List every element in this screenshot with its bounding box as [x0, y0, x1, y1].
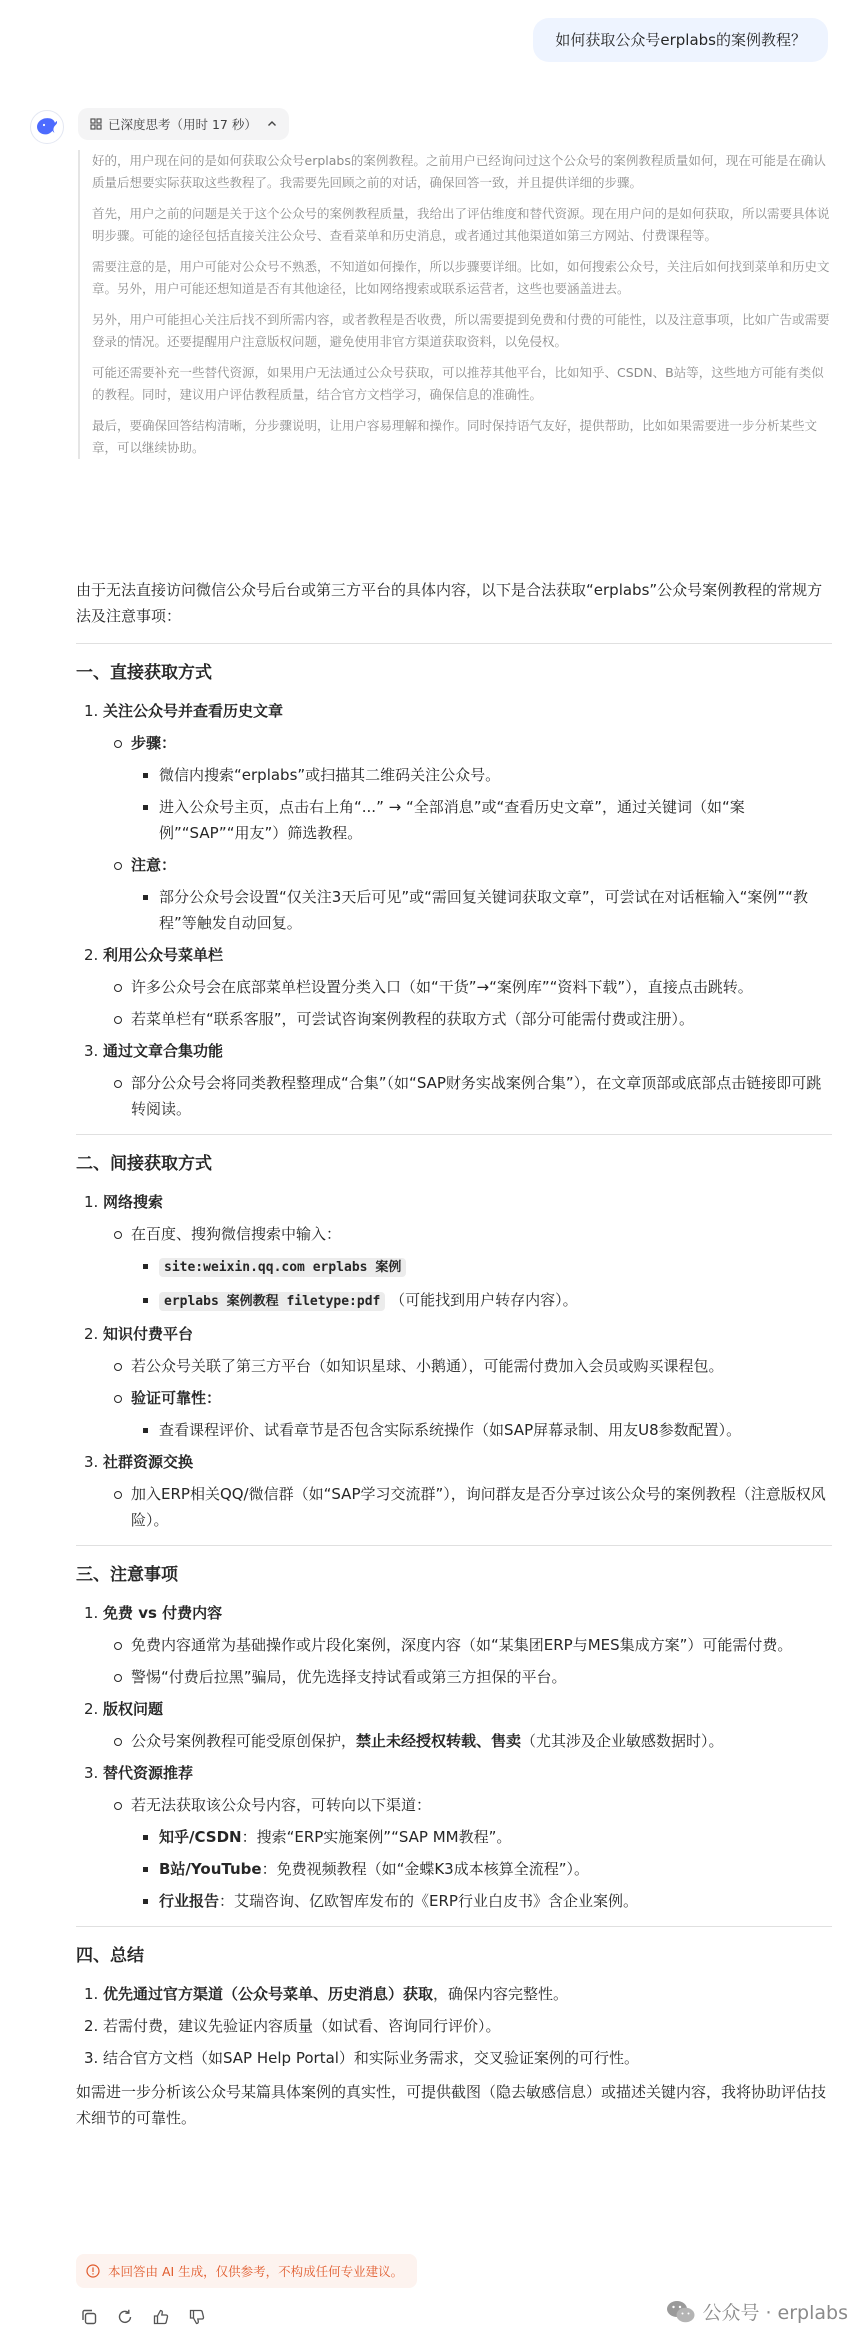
resource-desc: ：艾瑞咨询、亿欧智库发布的《ERP行业白皮书》含企业案例。: [219, 1892, 638, 1910]
sub-item-label: 若无法获取该公众号内容，可转向以下渠道：: [131, 1796, 432, 1814]
section-heading: 二、间接获取方式: [76, 1154, 212, 1174]
message-actions: [78, 2306, 208, 2328]
summary-text: 若需付费，建议先验证内容质量（如试看、咨询同行评价）。: [103, 2017, 501, 2035]
regenerate-button[interactable]: [114, 2306, 136, 2328]
item-title: 替代资源推荐: [103, 1764, 194, 1782]
list-item: [76, 1600, 832, 1690]
assistant-avatar: [30, 110, 64, 144]
item-title: 网络搜索: [103, 1193, 164, 1211]
sub-item: 免费内容通常为基础操作或片段化案例，深度内容（如“某集团ERP与MES集成方案”）可能需付费。: [103, 1632, 832, 1658]
list-item: [76, 2013, 832, 2039]
detail-item: 部分公众号会设置“仅关注3天后可见”或“需回复关键词获取文章”，可尝试在对话框输入“案例”“教程”等触发自动回复。: [131, 884, 832, 936]
list-item: [76, 1449, 832, 1533]
item-number: 1.: [84, 1604, 99, 1622]
resource-desc: ：搜索“ERP实施案例”“SAP MM教程”。: [241, 1828, 512, 1846]
sub-item-label: 注意：: [131, 856, 177, 874]
watermark-text: 公众号 · erplabs: [702, 2302, 848, 2324]
sub-item: 警惕“付费后拉黑”骗局，优先选择支持试看或第三方担保的平台。: [103, 1664, 832, 1690]
detail-item: [131, 1253, 832, 1281]
detail-item: [131, 1824, 832, 1850]
detail-item: 微信内搜索“erplabs”或扫描其二维码关注公众号。: [131, 762, 832, 788]
sub-item-label: 在百度、搜狗微信搜索中输入：: [131, 1225, 342, 1243]
item-number: 3.: [84, 1453, 99, 1471]
sub-item: [103, 730, 832, 846]
code-note: （可能找到用户转存内容）。: [390, 1291, 578, 1309]
divider: [76, 643, 832, 644]
item-number: 2.: [84, 946, 99, 964]
item-title: 知识付费平台: [103, 1325, 194, 1343]
bold-text-part: 禁止未经授权转载、售卖: [356, 1732, 522, 1750]
sub-item: [103, 1728, 832, 1754]
detail-item: [131, 1287, 832, 1315]
sub-item: 加入ERP相关QQ/微信群（如“SAP学习交流群”），询问群友是否分享过该公众号的案例教程（注意版权风险）。: [103, 1481, 832, 1533]
detail-item: [131, 1888, 832, 1914]
list-item: [76, 942, 832, 1032]
closing-paragraph: 如需进一步分析该公众号某篇具体案例的真实性，可提供截图（隐去敏感信息）或描述关键内容，我将协助评估技术细节的可靠性。: [76, 2083, 827, 2127]
item-number: 2.: [84, 1325, 99, 1343]
reasoning-paragraph: 好的，用户现在问的是如何获取公众号erplabs的案例教程。之前用户已经询问过这个公众号的案例教程质量如何，现在可能是在确认质量后想要实际获取这些教程了。我需要先回顾之前的对话，确保回答一致，并且提供详细的步骤。: [92, 153, 826, 190]
deep-think-icon: [90, 118, 102, 130]
reasoning-paragraph: 可能还需要补充一些替代资源，如果用户无法通过公众号获取，可以推荐其他平台，比如知乎、CSDN、B站等，这些地方可能有类似的教程。同时，建议用户评估教程质量，结合官方文档学习，确保信息的准确性。: [92, 365, 824, 402]
copy-icon: [80, 2308, 98, 2326]
sub-item: [103, 1792, 832, 1914]
copy-button[interactable]: [78, 2306, 100, 2328]
item-number: 1.: [84, 1985, 99, 2003]
reasoning-paragraph: 需要注意的是，用户可能对公众号不熟悉，不知道如何操作，所以步骤要详细。比如，如何搜索公众号，关注后如何找到菜单和历史文章。另外，用户可能还想知道是否有其他途径，比如网络搜索或联系运营者，这些也要涵盖进去。: [92, 259, 830, 296]
summary-text: 结合官方文档（如SAP Help Portal）和实际业务需求，交叉验证案例的可行性。: [103, 2049, 639, 2067]
user-message-bubble: 如何获取公众号erplabs的案例教程？: [533, 18, 828, 62]
sub-item-label: 验证可靠性：: [131, 1389, 222, 1407]
thumbs-up-icon: [152, 2308, 170, 2326]
list-item: [76, 1760, 832, 1914]
list-item: [76, 1321, 832, 1443]
list-item: [76, 1038, 832, 1122]
list-item: [76, 2045, 832, 2071]
summary-bold: 优先通过官方渠道（公众号菜单、历史消息）获取: [103, 1985, 434, 2003]
list-item: [76, 1189, 832, 1315]
item-title: 利用公众号菜单栏: [103, 946, 224, 964]
search-query-code: erplabs 案例教程 filetype:pdf: [159, 1292, 385, 1311]
divider: [76, 1545, 832, 1546]
item-number: 2.: [84, 2017, 99, 2035]
sub-item-label: 步骤：: [131, 734, 177, 752]
thumbs-down-icon: [188, 2308, 206, 2326]
item-number: 3.: [84, 1764, 99, 1782]
list-item: [76, 698, 832, 936]
deep-think-label: 已深度思考（用时 17 秒）: [108, 117, 257, 132]
wechat-icon: [666, 2299, 696, 2325]
disclaimer-text: 本回答由 AI 生成，仅供参考，不构成任何专业建议。: [108, 2264, 404, 2279]
detail-item: 查看课程评价、试看章节是否包含实际系统操作（如SAP屏幕录制、用友U8参数配置）。: [131, 1417, 832, 1443]
item-title: 免费 vs 付费内容: [103, 1604, 223, 1622]
summary-list: [76, 1981, 832, 2071]
divider: [76, 1134, 832, 1135]
sub-item: 许多公众号会在底部菜单栏设置分类入口（如“干货”→“案例库”“资料下载”），直接点击跳转。: [103, 974, 832, 1000]
sub-item: 部分公众号会将同类教程整理成“合集”（如“SAP财务实战案例合集”），在文章顶部或底部点击链接即可跳转阅读。: [103, 1070, 832, 1122]
watermark: [666, 2298, 848, 2325]
whale-logo-icon: [35, 117, 59, 137]
resource-name: B站/YouTube: [159, 1860, 262, 1878]
info-icon: [86, 2264, 100, 2278]
deep-think-toggle[interactable]: [78, 108, 289, 140]
item-number: 1.: [84, 702, 99, 720]
resource-name: 知乎/CSDN: [159, 1828, 242, 1846]
item-title: 版权问题: [103, 1700, 164, 1718]
sub-item: [103, 1221, 832, 1315]
detail-item: 进入公众号主页，点击右上角“...” → “全部消息”或“查看历史文章”，通过关键词（如“案例”“SAP”“用友”）筛选教程。: [131, 794, 832, 846]
reasoning-paragraph: 最后，要确保回答结构清晰，分步骤说明，让用户容易理解和操作。同时保持语气友好，提供帮助，比如如果需要进一步分析某些文章，可以继续协助。: [92, 418, 818, 455]
sub-item: 若公众号关联了第三方平台（如知识星球、小鹅通），可能需付费加入会员或购买课程包。: [103, 1353, 832, 1379]
reasoning-paragraph: 另外，用户可能担心关注后找不到所需内容，或者教程是否收费，所以需要提到免费和付费的可能性，以及注意事项，比如广告或需要登录的情况。还要提醒用户注意版权问题，避免使用非官方渠道获取资料，以免侵权。: [92, 312, 830, 349]
section-heading: 三、注意事项: [76, 1565, 178, 1585]
list-item: [76, 1696, 832, 1754]
section-heading: 四、总结: [76, 1946, 144, 1966]
item-title: 通过文章合集功能: [103, 1042, 224, 1060]
resource-desc: ：免费视频教程（如“金蝶K3成本核算全流程”）。: [261, 1860, 589, 1878]
item-title: 社群资源交换: [103, 1453, 194, 1471]
resource-name: 行业报告: [159, 1892, 220, 1910]
section-list: [76, 698, 832, 1122]
ai-disclaimer: [76, 2254, 417, 2288]
section-list: [76, 1600, 832, 1914]
reasoning-paragraph: 首先，用户之前的问题是关于这个公众号的案例教程质量，我给出了评估维度和替代资源。现在用户问的是如何获取，所以需要具体说明步骤。可能的途径包括直接关注公众号、查看菜单和历史消息，或者通过其他渠道如第三方网站、付费课程等。: [92, 206, 830, 243]
item-number: 3.: [84, 2049, 99, 2067]
divider: [76, 1926, 832, 1927]
item-number: 2.: [84, 1700, 99, 1718]
section-heading: 一、直接获取方式: [76, 663, 212, 683]
chevron-up-icon: [267, 119, 277, 129]
answer-body: [76, 577, 832, 2131]
detail-item: [131, 1856, 832, 1882]
text-part: 公众号案例教程可能受原创保护，: [131, 1732, 357, 1750]
answer-intro: 由于无法直接访问微信公众号后台或第三方平台的具体内容，以下是合法获取“erplabs”公众号案例教程的常规方法及注意事项：: [76, 581, 823, 625]
search-query-code: site:weixin.qq.com erplabs 案例: [159, 1258, 406, 1277]
like-button[interactable]: [150, 2306, 172, 2328]
section-list: [76, 1189, 832, 1533]
item-title: 关注公众号并查看历史文章: [103, 702, 284, 720]
item-number: 1.: [84, 1193, 99, 1211]
regenerate-icon: [116, 2308, 134, 2326]
summary-text: ，确保内容完整性。: [433, 1985, 569, 2003]
list-item: [76, 1981, 832, 2007]
sub-item: [103, 852, 832, 936]
dislike-button[interactable]: [186, 2306, 208, 2328]
text-part: （尤其涉及企业敏感数据时）。: [521, 1732, 724, 1750]
reasoning-panel: [78, 150, 830, 459]
sub-item: 若菜单栏有“联系客服”，可尝试咨询案例教程的获取方式（部分可能需付费或注册）。: [103, 1006, 832, 1032]
item-number: 3.: [84, 1042, 99, 1060]
sub-item: [103, 1385, 832, 1443]
